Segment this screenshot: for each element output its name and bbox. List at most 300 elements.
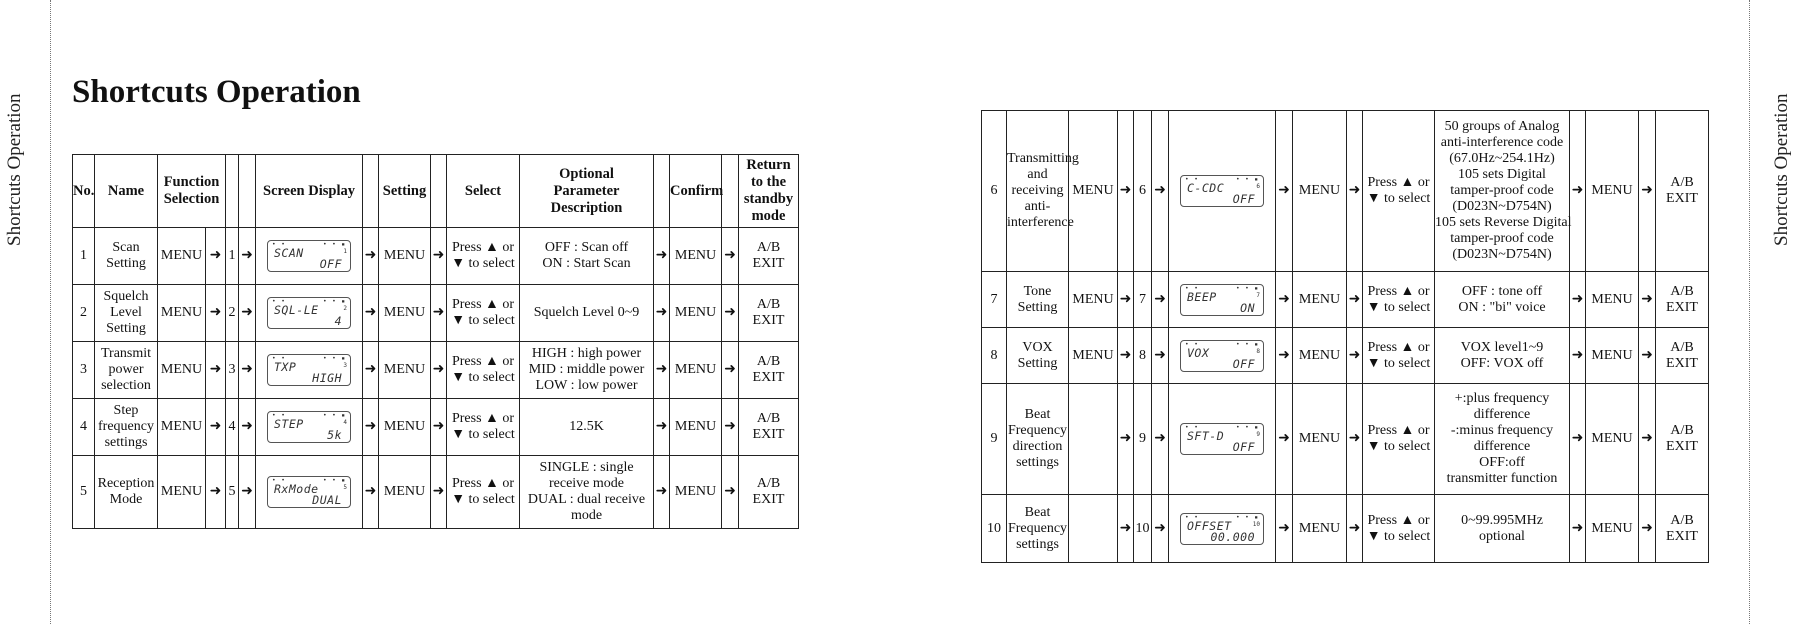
text-line: Scan [112,240,140,255]
text-line: difference [1473,407,1531,422]
text-line: SINGLE : single [539,460,634,475]
text-line: Select [464,182,502,199]
row-number: 6 [982,111,1007,272]
header-return-to-standby [739,155,799,228]
text-line: Frequency [1007,520,1068,536]
confirm-menu-key: MENU [670,456,722,529]
text-line: OFF: VOX off [1460,355,1544,371]
text-line: ▼ to select [451,427,515,442]
row-number: 10 [982,495,1007,563]
lcd-menu-name: SFT-D [1187,429,1225,443]
text-line: -:minus frequency [1450,423,1554,438]
table-row [982,495,1709,563]
text-line: Press ▲ or [451,297,515,312]
text-line: OFF : Scan off [544,240,629,255]
lcd-menu-index: 7 [1256,291,1260,299]
row-name [95,285,158,342]
text-line: (D023N~D754N) [1452,247,1552,262]
screen-display-cell [256,456,363,529]
text-line: Transmit [100,346,152,361]
arrow-icon: ➜ [1276,384,1293,495]
text-line: Tone [1023,283,1052,299]
return-standby [739,228,799,285]
arrow-icon: ➜ [363,342,379,399]
select-instruction [447,285,520,342]
text-line: A/B [756,240,781,255]
lcd-status-icons: • • [1185,340,1199,348]
header-function-selection [158,155,226,228]
arrow-icon: ➜ [1152,328,1169,384]
arrow-icon: ➜ [654,228,670,285]
menu-number: 10 [1134,495,1152,563]
screen-display-cell [1169,272,1276,328]
arrow-icon: ➜ [431,285,447,342]
text-line: settings [1016,455,1059,470]
function-menu-key: MENU [158,456,206,529]
arrow-icon: ➜ [1639,272,1656,328]
screen-display-cell [1169,384,1276,495]
arrow-icon: ➜ [431,342,447,399]
lcd-status-icons: • • [1185,513,1199,521]
parameter-description [1435,328,1570,384]
text-line: Reception [97,476,155,491]
parameter-description [520,399,654,456]
shortcuts-table-left [72,154,799,529]
lcd-status-icons: • • [1185,424,1199,431]
text-line: tamper-proof code [1450,183,1554,198]
parameter-description [520,228,654,285]
lcd-screen [267,411,351,443]
setting-menu-key: MENU [379,342,431,399]
lcd-battery-icons: • • ▪ [322,412,346,419]
text-line: ▼ to select [451,313,515,328]
text-line: Selection [163,191,220,207]
arrow-icon: ➜ [1152,111,1169,272]
table-row [73,285,799,342]
text-line: Press ▲ or [1367,512,1430,528]
row-name [95,456,158,529]
setting-menu-key: MENU [1293,384,1347,495]
text-line: LOW : low power [535,378,638,393]
text-line: VOX level1~9 [1460,339,1544,355]
lcd-menu-value: 4 [334,314,342,328]
text-line: transmitter function [1446,471,1558,486]
return-standby [1656,328,1709,384]
text-line: EXIT [1666,439,1698,454]
arrow-icon: ➜ [363,228,379,285]
table-row [982,328,1709,384]
text-line: mode [570,508,603,523]
text-line: ▼ to select [1366,439,1431,454]
text-line: 105 sets Digital [1458,167,1546,182]
text-line: EXIT [1666,299,1698,315]
lcd-menu-name: STEP [274,417,304,431]
arrow-icon: ➜ [1118,384,1134,495]
text-line: Parameter [553,182,620,199]
text-line: DUAL : dual receive [527,492,646,507]
side-label-left: Shortcuts Operation [4,93,25,247]
row-name [95,399,158,456]
text-line: Beat [1024,504,1051,520]
lcd-menu-name: TXP [274,360,297,374]
text-line: Squelch [103,289,149,304]
lcd-menu-name: C-CDC [1187,181,1225,195]
arrow-icon: ➜ [363,456,379,529]
text-line: HIGH : high power [531,346,642,361]
menu-number: 4 [226,399,239,456]
text-line: 0~99.995MHz [1461,512,1543,528]
screen-display-cell [256,285,363,342]
table-row [982,384,1709,495]
row-name [1007,111,1079,272]
text-line: ▼ to select [451,256,515,271]
text-line: (D023N~D754N) [1452,199,1552,214]
lcd-menu-index: 2 [343,305,347,312]
row-number: 9 [982,384,1007,495]
arrow-icon: ➜ [722,285,739,342]
lcd-status-icons: • • [272,412,286,419]
lcd-battery-icons: • • ▪ [1235,424,1259,431]
shortcuts-table-right [981,110,1709,563]
text-line: and [1027,167,1048,182]
text-line: A/B [1670,423,1694,438]
table-header-row [73,155,799,228]
text-line: OFF : tone off [1461,283,1543,299]
text-line: Optional [559,165,614,182]
select-instruction [1363,328,1435,384]
menu-number: 7 [1134,272,1152,328]
text-line: to the [750,174,787,190]
header-confirm [670,155,722,228]
arrow-icon: ➜ [239,228,256,285]
text-line: Press ▲ or [1367,339,1430,355]
text-line: tamper-proof code [1450,231,1554,246]
lcd-screen [267,297,351,329]
return-standby [1656,495,1709,563]
lcd-battery-icons: • • ▪ [1235,284,1259,292]
text-line: Press ▲ or [451,476,515,491]
setting-menu-key: MENU [1293,495,1347,563]
text-line: Confirm [670,182,724,199]
function-menu-key [1069,495,1118,563]
return-standby [1656,272,1709,328]
text-line: optional [1479,528,1525,544]
text-line: receive mode [548,476,624,491]
text-line: MID : middle power [528,362,645,377]
text-line: standby [743,191,794,207]
header-screen-display [256,155,363,228]
text-line: 12.5K [569,419,604,434]
arrow-icon: ➜ [1152,495,1169,563]
screen-display-cell [256,399,363,456]
row-number: 2 [73,285,95,342]
select-instruction [1363,272,1435,328]
text-line: ON : Start Scan [542,256,631,271]
confirm-menu-key: MENU [1586,111,1639,272]
lcd-screen [1180,175,1264,207]
confirm-menu-key: MENU [1586,384,1639,495]
header-optional-parameter-description [520,155,654,228]
select-instruction [1363,495,1435,563]
text-line: Description [550,199,623,216]
row-name [1007,495,1069,563]
text-line: Squelch Level 0~9 [533,305,640,320]
text-line: Setting [106,321,146,336]
arrow-icon: ➜ [654,285,670,342]
text-line: +:plus frequency [1454,391,1550,406]
text-line: power [108,362,144,377]
setting-menu-key: MENU [1293,272,1347,328]
text-line: A/B [756,476,781,491]
text-line: A/B [1670,175,1694,190]
text-line: Return [746,157,791,173]
arrow-icon: ➜ [206,228,226,285]
text-line: Setting [106,256,146,271]
text-line: Level [110,305,142,320]
lcd-menu-index: 5 [343,484,347,491]
arrow-icon: ➜ [239,456,256,529]
screen-display-cell [256,342,363,399]
arrow-icon: ➜ [206,285,226,342]
lcd-screen [1180,513,1264,545]
menu-number: 8 [1134,328,1152,384]
lcd-menu-value: OFF [319,257,342,271]
parameter-description [520,456,654,529]
table-body-right [982,111,1709,563]
lcd-status-icons: • • [1185,176,1199,183]
text-line: 105 sets Reverse Digital [1435,215,1572,230]
lcd-menu-value: 00.000 [1210,529,1255,544]
text-line: A/B [756,297,781,312]
table-row [982,111,1709,272]
arrow-icon: ➜ [1347,384,1363,495]
arrow-icon: ➜ [1639,384,1656,495]
lcd-status-icons: • • [272,241,286,248]
arrow-icon: ➜ [1570,384,1586,495]
screen-display-cell [256,228,363,285]
lcd-battery-icons: • • ▪ [1235,513,1259,521]
lcd-menu-index: 3 [343,362,347,369]
text-line: Setting [382,182,427,199]
function-menu-key: MENU [1069,328,1118,384]
text-line: Frequency [1007,423,1068,438]
lcd-menu-name: VOX [1187,345,1210,360]
lcd-menu-value: OFF [1232,440,1255,454]
text-line: anti-interference code [1440,135,1564,150]
row-number: 8 [982,328,1007,384]
lcd-battery-icons: • • ▪ [1235,340,1259,348]
text-line: EXIT [752,492,785,507]
text-line: ▼ to select [451,492,515,507]
lcd-menu-value: OFF [1232,356,1255,371]
arrow-icon: ➜ [431,228,447,285]
arrow-icon: ➜ [722,399,739,456]
lcd-battery-icons: • • ▪ [322,477,346,484]
text-line: Press ▲ or [1367,175,1430,190]
confirm-menu-key: MENU [670,228,722,285]
arrow-icon: ➜ [1347,272,1363,328]
text-line: receiving [1011,183,1064,198]
text-line: Press ▲ or [451,240,515,255]
lcd-menu-value: HIGH [312,371,342,385]
setting-menu-key: MENU [1293,111,1347,272]
text-line: difference [1473,439,1531,454]
return-standby [739,342,799,399]
parameter-description [1435,111,1570,272]
setting-menu-key: MENU [379,285,431,342]
arrow-icon: ➜ [1639,495,1656,563]
lcd-screen [1180,284,1264,316]
header-setting [379,155,431,228]
arrow-icon: ➜ [1570,111,1586,272]
text-line: EXIT [752,427,785,442]
text-line: direction [1012,439,1063,454]
lcd-menu-value: 5k [327,428,342,442]
arrow-icon: ➜ [1152,272,1169,328]
arrow-icon: ➜ [239,399,256,456]
text-line: A/B [1670,512,1694,528]
setting-menu-key: MENU [379,228,431,285]
arrow-icon: ➜ [654,399,670,456]
row-number: 5 [73,456,95,529]
arrow-icon: ➜ [1570,272,1586,328]
text-line: A/B [1670,283,1694,299]
menu-number: 5 [226,456,239,529]
table-row [982,272,1709,328]
text-line: Mode [109,492,143,507]
arrow-icon: ➜ [1347,111,1363,272]
confirm-menu-key: MENU [1586,272,1639,328]
menu-number: 3 [226,342,239,399]
confirm-menu-key: MENU [1586,328,1639,384]
text-line: Transmitting [1007,151,1079,166]
lcd-screen [1180,340,1264,372]
table-row [73,342,799,399]
text-line: ▼ to select [1366,528,1431,544]
lcd-menu-name: BEEP [1187,289,1217,304]
row-name [1007,328,1069,384]
return-standby [1656,111,1709,272]
lcd-menu-index: 9 [1256,431,1260,438]
arrow-icon: ➜ [1152,384,1169,495]
arrow-icon: ➜ [1276,328,1293,384]
lcd-menu-index: 4 [343,419,347,426]
arrow-icon: ➜ [239,285,256,342]
arrow-icon: ➜ [206,456,226,529]
text-line: ON : "bi" voice [1458,299,1546,315]
row-number: 7 [982,272,1007,328]
lcd-battery-icons: • • ▪ [322,298,346,305]
select-instruction [447,399,520,456]
parameter-description [1435,495,1570,563]
lcd-menu-index: 8 [1256,347,1260,355]
arrow-icon: ➜ [431,456,447,529]
lcd-status-icons: • • [1185,284,1199,292]
lcd-menu-value: OFF [1232,192,1255,206]
row-number: 3 [73,342,95,399]
row-number: 1 [73,228,95,285]
lcd-screen [267,240,351,272]
select-instruction [1363,384,1435,495]
return-standby [739,399,799,456]
side-label-right: Shortcuts Operation [1771,93,1792,247]
confirm-menu-key: MENU [1586,495,1639,563]
row-name [1007,272,1069,328]
lcd-battery-icons: • • ▪ [322,355,346,362]
menu-number: 1 [226,228,239,285]
parameter-description [520,342,654,399]
row-name [95,342,158,399]
row-name [1007,384,1069,495]
text-line: EXIT [752,256,785,271]
row-number: 4 [73,399,95,456]
lcd-battery-icons: • • ▪ [322,241,346,248]
lcd-menu-name: RxMode [274,482,319,496]
arrow-icon: ➜ [206,399,226,456]
lcd-screen [267,354,351,386]
arrow-icon: ➜ [722,456,739,529]
header-select [447,155,520,228]
confirm-menu-key: MENU [670,342,722,399]
lcd-menu-name: OFFSET [1187,518,1232,533]
arrow-icon: ➜ [722,228,739,285]
arrow-icon: ➜ [1118,495,1134,563]
arrow-icon: ➜ [363,285,379,342]
setting-menu-key: MENU [1293,328,1347,384]
lcd-screen [267,476,351,508]
arrow-icon: ➜ [722,342,739,399]
lcd-menu-index: 6 [1256,183,1260,190]
arrow-icon: ➜ [431,399,447,456]
lcd-status-icons: • • [272,355,286,362]
function-menu-key: MENU [158,399,206,456]
select-instruction [447,342,520,399]
header-no: No. [73,155,95,228]
lcd-menu-name: SQL-LE [274,303,319,317]
setting-menu-key: MENU [379,399,431,456]
screen-display-cell [1169,495,1276,563]
return-standby [739,285,799,342]
table-row [73,228,799,285]
confirm-menu-key: MENU [670,399,722,456]
arrow-icon: ➜ [1118,111,1134,272]
text-line: EXIT [752,370,785,385]
text-line: ▼ to select [1366,299,1431,315]
select-instruction [447,456,520,529]
arrow-icon: ➜ [1276,272,1293,328]
text-line: Press ▲ or [451,411,515,426]
text-line: ▼ to select [1366,355,1431,371]
lcd-menu-index: 1 [343,248,347,255]
arrow-icon: ➜ [1347,328,1363,384]
text-line: selection [101,378,151,393]
text-line: Press ▲ or [1367,423,1430,438]
text-line: Name [107,182,145,199]
lcd-status-icons: • • [272,298,286,305]
text-line: Beat [1024,407,1051,422]
text-line: anti- [1024,199,1051,214]
text-line: interference [1007,215,1074,230]
arrow-icon: ➜ [1118,272,1134,328]
lcd-menu-name: SCAN [274,246,304,260]
select-instruction [1363,111,1435,272]
function-menu-key [1069,384,1118,495]
text-line: EXIT [1666,528,1698,544]
arrow-icon: ➜ [1276,111,1293,272]
lcd-screen [1180,423,1264,455]
arrow-icon: ➜ [1570,495,1586,563]
arrow-icon: ➜ [363,399,379,456]
